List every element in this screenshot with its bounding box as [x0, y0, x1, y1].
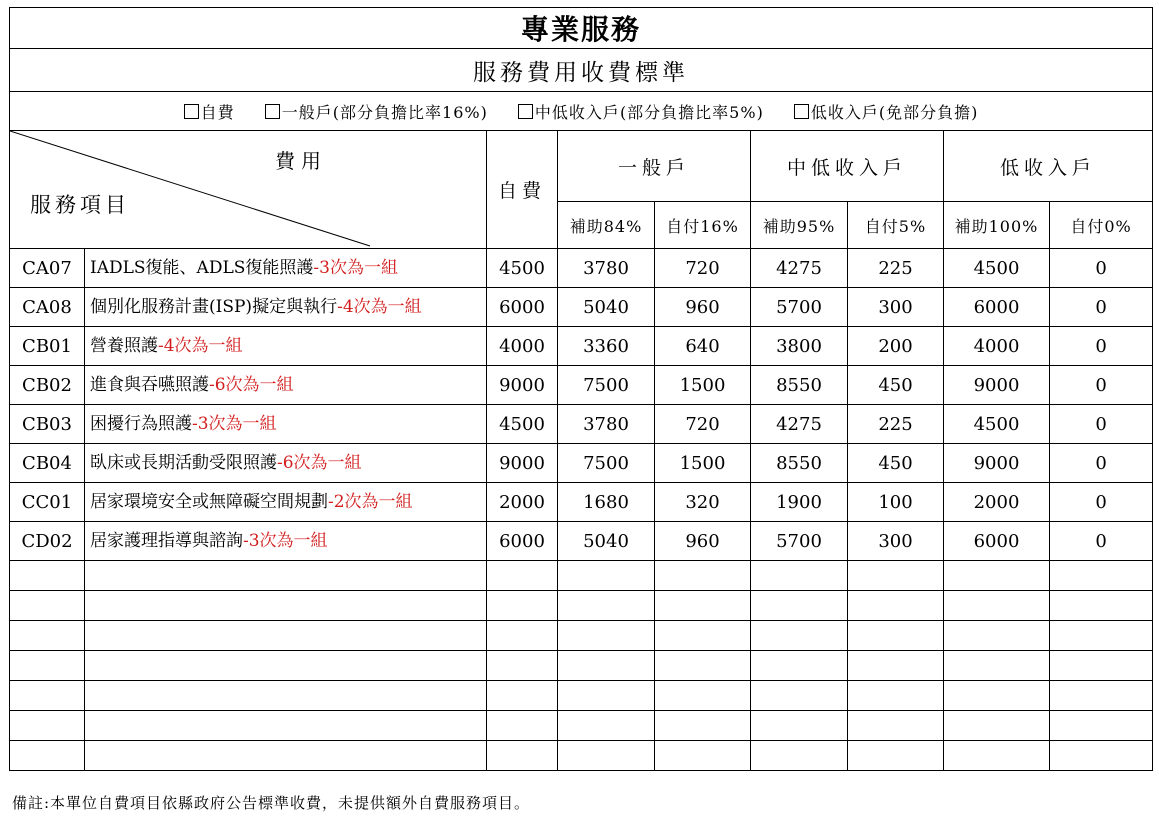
fee-value: 7500 [558, 366, 655, 405]
empty-cell [558, 711, 655, 741]
empty-cell [944, 651, 1050, 681]
fee-value: 960 [655, 522, 751, 561]
fee-value: 450 [848, 366, 944, 405]
service-name: 個別化服務計畫(ISP)擬定與執行 [90, 296, 338, 317]
empty-cell [10, 591, 85, 621]
service-code: CD02 [10, 522, 85, 561]
general-header: 一般戶 [558, 131, 751, 202]
empty-cell [848, 561, 944, 591]
empty-cell [487, 561, 558, 591]
service-code: CB04 [10, 444, 85, 483]
fee-value: 100 [848, 483, 944, 522]
empty-row [10, 711, 1153, 741]
empty-cell [944, 741, 1050, 771]
empty-cell [655, 711, 751, 741]
empty-cell [944, 621, 1050, 651]
empty-cell [1050, 681, 1153, 711]
subsidy-100-header: 補助100% [944, 202, 1050, 249]
fee-value: 0 [1050, 444, 1153, 483]
session-note: -2次為一組 [328, 491, 413, 512]
checkbox[interactable] [518, 104, 533, 119]
empty-row [10, 681, 1153, 711]
service-code: CC01 [10, 483, 85, 522]
fee-value: 1500 [655, 444, 751, 483]
empty-cell [751, 711, 848, 741]
fee-value: 320 [655, 483, 751, 522]
service-name-cell [85, 405, 487, 444]
empty-cell [751, 741, 848, 771]
option-mid-low[interactable]: 中低收入戶(部分負擔比率5%) [518, 103, 764, 122]
checkbox[interactable] [265, 104, 280, 119]
fee-value: 3780 [558, 249, 655, 288]
empty-cell [85, 681, 487, 711]
page-subtitle: 服務費用收費標準 [10, 49, 1153, 92]
fee-value: 9000 [944, 366, 1050, 405]
fee-value: 300 [848, 288, 944, 327]
empty-cell [487, 711, 558, 741]
empty-cell [10, 561, 85, 591]
table-row [10, 249, 1153, 288]
service-item-label: 服務項目 [30, 193, 130, 217]
empty-cell [1050, 621, 1153, 651]
empty-cell [10, 681, 85, 711]
empty-cell [944, 591, 1050, 621]
empty-cell [944, 681, 1050, 711]
empty-cell [558, 621, 655, 651]
empty-cell [1050, 711, 1153, 741]
session-note: -6次為一組 [277, 452, 362, 473]
copay-16-header: 自付16% [655, 202, 751, 249]
empty-cell [751, 561, 848, 591]
option-low[interactable]: 低收入戶(免部分負擔) [794, 103, 979, 122]
blank-rows [10, 561, 1153, 771]
fee-value: 0 [1050, 483, 1153, 522]
service-name: 進食與吞嚥照護 [90, 374, 209, 395]
service-code: CB03 [10, 405, 85, 444]
fee-value: 4500 [944, 405, 1050, 444]
fee-value: 0 [1050, 249, 1153, 288]
empty-cell [558, 651, 655, 681]
service-name-cell [85, 444, 487, 483]
session-note: -4次為一組 [158, 335, 243, 356]
fee-table [9, 7, 1153, 771]
service-code: CB01 [10, 327, 85, 366]
empty-cell [487, 591, 558, 621]
service-name: 臥床或長期活動受限照護 [90, 452, 277, 473]
fee-value: 0 [1050, 288, 1153, 327]
fee-value: 2000 [487, 483, 558, 522]
empty-cell [487, 621, 558, 651]
empty-cell [848, 711, 944, 741]
household-options [10, 92, 1153, 131]
empty-cell [848, 651, 944, 681]
empty-cell [85, 711, 487, 741]
fee-value: 6000 [487, 288, 558, 327]
fee-value: 0 [1050, 327, 1153, 366]
empty-cell [487, 651, 558, 681]
fee-value: 9000 [944, 444, 1050, 483]
fee-value: 640 [655, 327, 751, 366]
empty-cell [85, 651, 487, 681]
session-note: -3次為一組 [243, 530, 328, 551]
fee-value: 9000 [487, 366, 558, 405]
service-name: 居家環境安全或無障礙空間規劃 [90, 491, 328, 512]
empty-cell [10, 741, 85, 771]
empty-cell [558, 681, 655, 711]
fee-value: 3800 [751, 327, 848, 366]
fee-value: 1500 [655, 366, 751, 405]
fee-value: 3360 [558, 327, 655, 366]
empty-cell [487, 741, 558, 771]
copay-5-header: 自付5% [848, 202, 944, 249]
self-pay-header: 自費 [487, 131, 558, 249]
empty-row [10, 651, 1153, 681]
empty-row [10, 741, 1153, 771]
corner-header [10, 131, 487, 249]
table-row [10, 327, 1153, 366]
low-header: 低收入戶 [944, 131, 1153, 202]
empty-cell [655, 741, 751, 771]
empty-cell [848, 741, 944, 771]
fee-label: 費用 [275, 149, 327, 173]
empty-cell [655, 681, 751, 711]
fee-value: 225 [848, 249, 944, 288]
empty-cell [751, 621, 848, 651]
fee-value: 5700 [751, 522, 848, 561]
service-name-cell [85, 522, 487, 561]
fee-value: 4500 [487, 249, 558, 288]
empty-cell [848, 591, 944, 621]
checkbox[interactable] [794, 104, 809, 119]
empty-cell [1050, 591, 1153, 621]
subsidy-95-header: 補助95% [751, 202, 848, 249]
empty-cell [1050, 651, 1153, 681]
fee-value: 8550 [751, 366, 848, 405]
table-row [10, 405, 1153, 444]
fee-value: 5700 [751, 288, 848, 327]
empty-cell [655, 591, 751, 621]
fee-value: 7500 [558, 444, 655, 483]
copay-0-header: 自付0% [1050, 202, 1153, 249]
fee-value: 4275 [751, 405, 848, 444]
fee-value: 5040 [558, 522, 655, 561]
empty-cell [85, 741, 487, 771]
empty-cell [1050, 561, 1153, 591]
footnote: 備註:本單位自費項目依縣政府公告標準收費，未提供額外自費服務項目。 [12, 794, 531, 812]
empty-cell [10, 711, 85, 741]
empty-cell [655, 651, 751, 681]
page-title: 專業服務 [10, 8, 1153, 49]
checkbox[interactable] [184, 104, 199, 119]
fee-value: 720 [655, 405, 751, 444]
session-note: -6次為一組 [209, 374, 294, 395]
service-name-cell [85, 249, 487, 288]
empty-cell [1050, 741, 1153, 771]
session-note: -3次為一組 [192, 413, 277, 434]
service-name-cell [85, 366, 487, 405]
service-code: CB02 [10, 366, 85, 405]
empty-cell [655, 561, 751, 591]
service-name-cell [85, 288, 487, 327]
empty-cell [751, 651, 848, 681]
fee-value: 0 [1050, 522, 1153, 561]
service-code: CA07 [10, 249, 85, 288]
empty-cell [751, 681, 848, 711]
table-row [10, 444, 1153, 483]
session-note: -3次為一組 [313, 257, 398, 278]
mid-low-header: 中低收入戶 [751, 131, 944, 202]
fee-value: 6000 [944, 522, 1050, 561]
empty-row [10, 561, 1153, 591]
fee-value: 6000 [487, 522, 558, 561]
empty-cell [487, 681, 558, 711]
empty-cell [558, 591, 655, 621]
data-rows [10, 249, 1153, 561]
fee-value: 5040 [558, 288, 655, 327]
empty-cell [85, 591, 487, 621]
empty-cell [558, 741, 655, 771]
empty-cell [558, 561, 655, 591]
empty-cell [10, 651, 85, 681]
fee-value: 450 [848, 444, 944, 483]
option-general[interactable]: 一般戶(部分負擔比率16%) [265, 103, 488, 122]
fee-value: 4000 [487, 327, 558, 366]
table-row [10, 483, 1153, 522]
service-name: 營養照護 [90, 335, 158, 356]
option-self-pay[interactable]: 自費 [184, 103, 235, 122]
subsidy-84-header: 補助84% [558, 202, 655, 249]
fee-value: 960 [655, 288, 751, 327]
service-name: 困擾行為照護 [90, 413, 192, 434]
fee-value: 6000 [944, 288, 1050, 327]
fee-value: 1680 [558, 483, 655, 522]
fee-value: 200 [848, 327, 944, 366]
empty-cell [85, 561, 487, 591]
service-code: CA08 [10, 288, 85, 327]
fee-value: 1900 [751, 483, 848, 522]
fee-value: 4500 [944, 249, 1050, 288]
fee-value: 4500 [487, 405, 558, 444]
fee-value: 0 [1050, 366, 1153, 405]
empty-cell [848, 621, 944, 651]
empty-cell [655, 621, 751, 651]
fee-value: 300 [848, 522, 944, 561]
fee-value: 0 [1050, 405, 1153, 444]
table-row [10, 288, 1153, 327]
fee-value: 4275 [751, 249, 848, 288]
service-name-cell [85, 327, 487, 366]
service-name: 居家護理指導與諮詢 [90, 530, 243, 551]
empty-cell [944, 711, 1050, 741]
fee-value: 720 [655, 249, 751, 288]
fee-value: 3780 [558, 405, 655, 444]
empty-cell [944, 561, 1050, 591]
fee-value: 4000 [944, 327, 1050, 366]
empty-cell [85, 621, 487, 651]
fee-value: 225 [848, 405, 944, 444]
empty-row [10, 621, 1153, 651]
empty-cell [10, 621, 85, 651]
fee-value: 2000 [944, 483, 1050, 522]
session-note: -4次為一組 [337, 296, 422, 317]
service-name: IADLS復能、ADLS復能照護 [90, 257, 314, 278]
empty-cell [751, 591, 848, 621]
empty-cell [848, 681, 944, 711]
table-row [10, 522, 1153, 561]
empty-row [10, 591, 1153, 621]
fee-value: 8550 [751, 444, 848, 483]
fee-value: 9000 [487, 444, 558, 483]
service-name-cell [85, 483, 487, 522]
table-row [10, 366, 1153, 405]
